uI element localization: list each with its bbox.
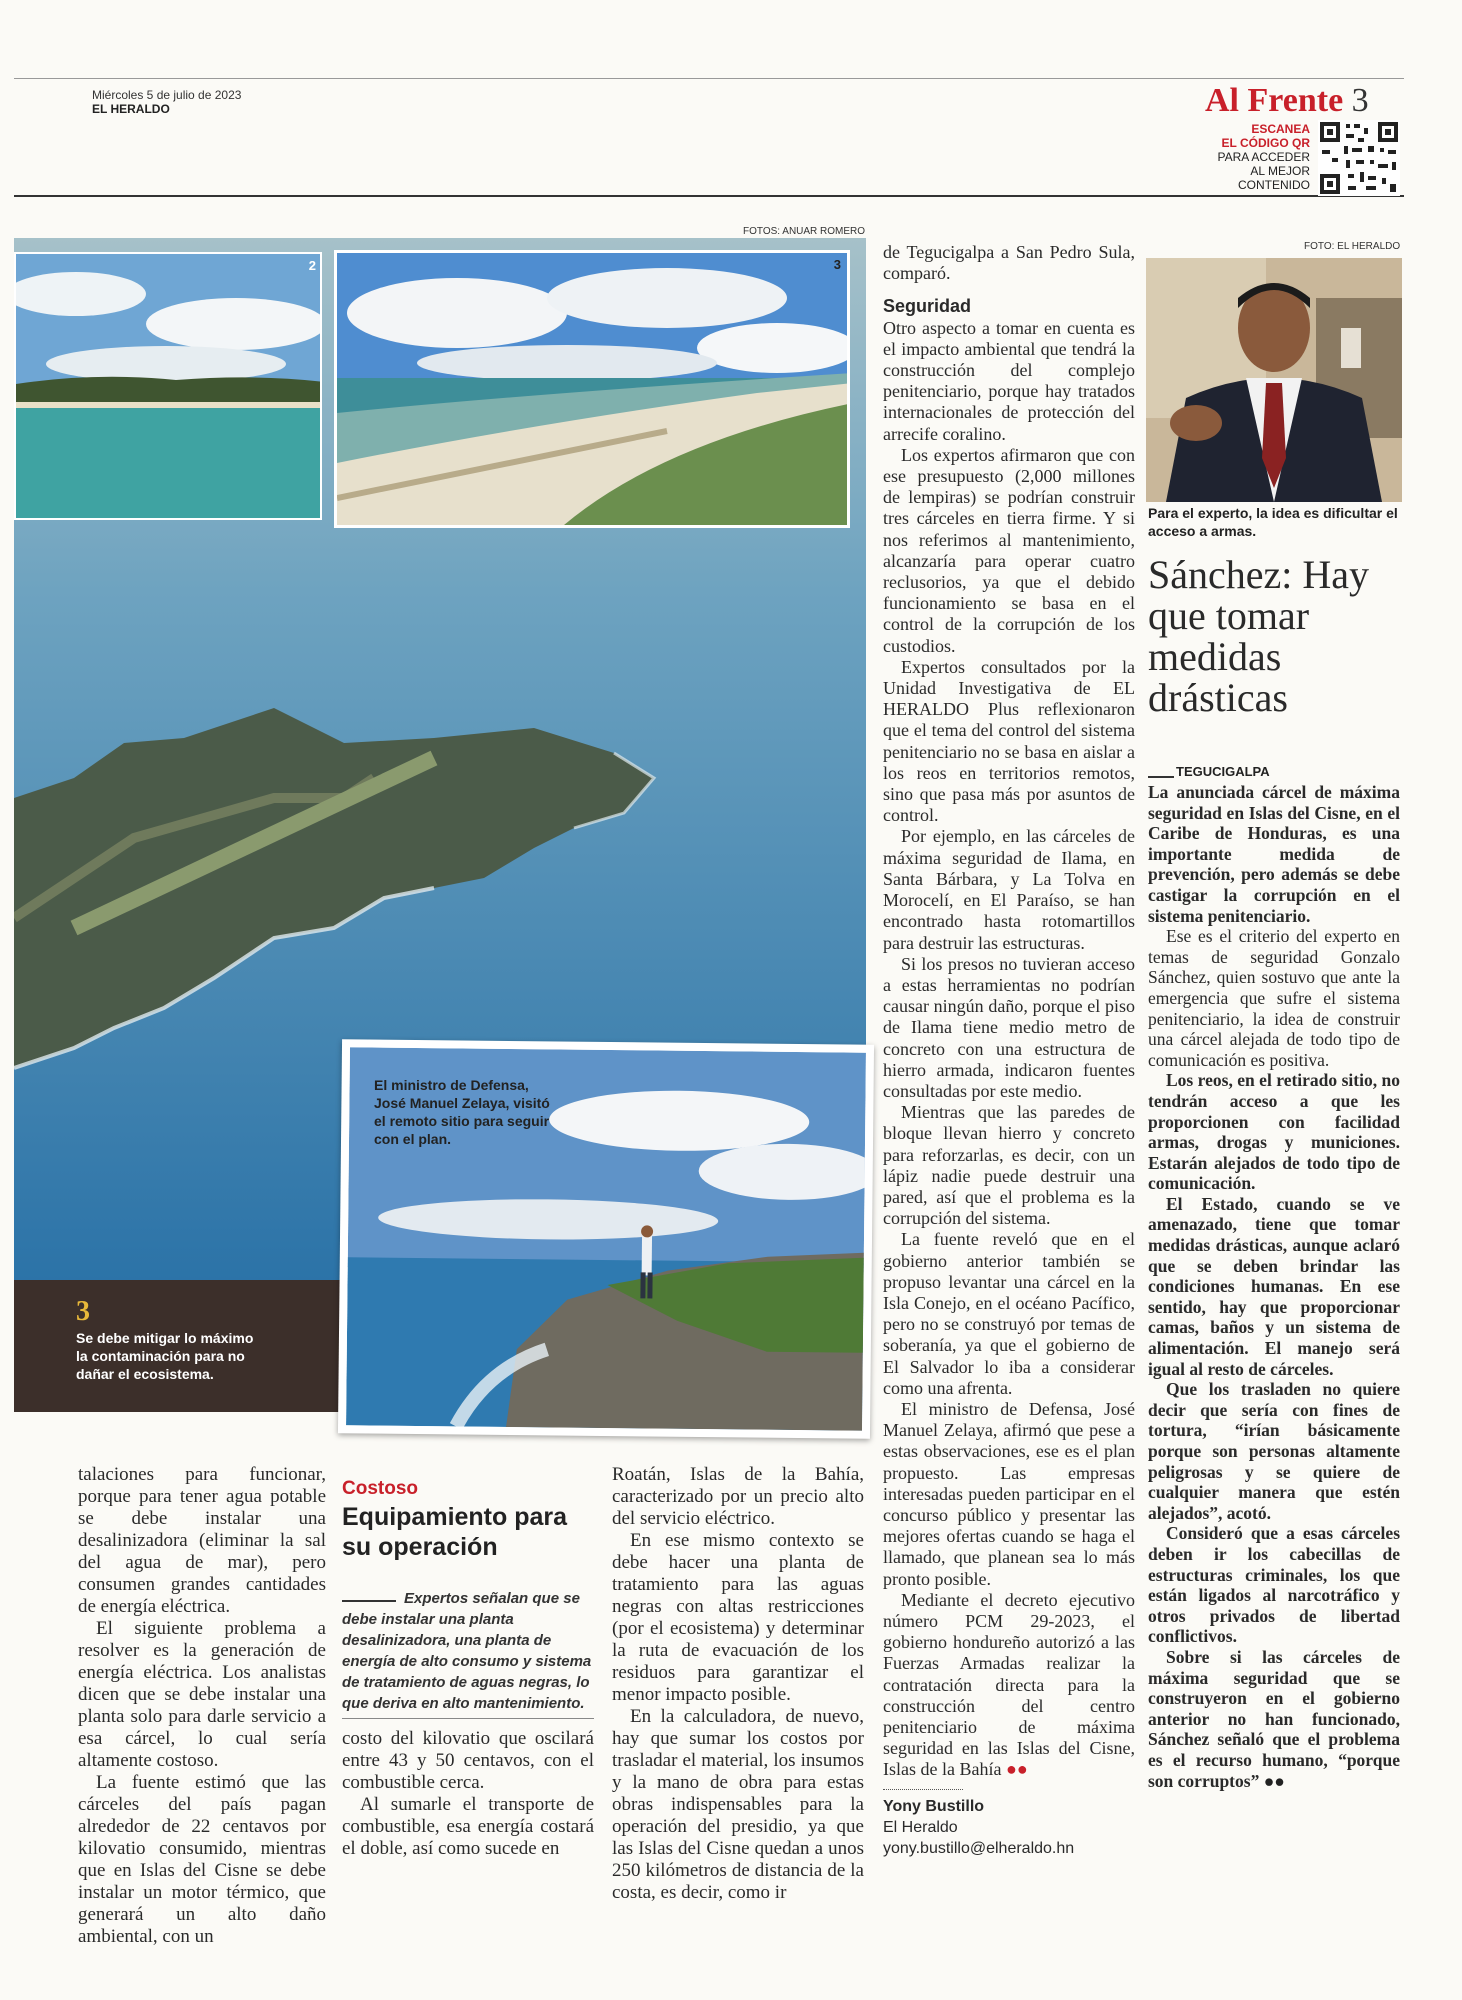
photo-credit-right: FOTO: EL HERALDO <box>1304 241 1401 252</box>
masthead-paper: EL HERALDO <box>92 102 170 116</box>
byline-outlet: El Heraldo <box>883 1818 958 1836</box>
col4-paragraph: Otro aspecto a tomar en cuenta es el impacto ambiental que tendrá la construcción del complejo penitenciario, porque hay tratados internacionales de protección del arrecife coralino. <box>883 317 1135 444</box>
beach-photo-3 <box>334 250 850 528</box>
main-article-col2 <box>342 1728 594 1860</box>
qr-line5: CONTENIDO <box>1238 178 1310 192</box>
side-paragraph: Los reos, en el retirado sitio, no tendrán acceso a que les proporcionen con facilidad armas, drogas y municiones. Estarán alejados de todo tipo de comunicación. <box>1148 1070 1400 1194</box>
qr-line1: ESCANEA <box>1251 122 1310 136</box>
col1-paragraph: El siguiente problema a resolver es la generación de energía eléctrica. Los analistas dicen que se debe instalar una planta solo para darle servicio a esa cárcel, lo cual sería altamente costoso. <box>78 1618 326 1771</box>
col4-paragraph: La fuente reveló que en el gobierno anterior también se propuso levantar una cárcel en la Isla Conejo, en el océano Pacífico, pero no se construyó por temas de soberanía, ya que el gobierno de El Salvador lo iba a considerar como una afrenta. <box>883 1229 1135 1398</box>
costoso-title: Equipamiento para su operación <box>342 1503 568 1561</box>
byline-dots <box>883 1789 963 1790</box>
page-number: 3 <box>1351 82 1369 119</box>
aerial-caption-number: 3 <box>76 1296 90 1327</box>
col4-paragraph: El ministro de Defensa, José Manuel Zelaya, afirmó que pese a estas observaciones, ese es el plan propuesto. Las empresas interesadas pueden participar en el concurso público y presentar las mejores ofertas cuando se haga el llamado, que planean sea lo más pronto posible. <box>883 1398 1135 1589</box>
side-article-body <box>1148 782 1400 1791</box>
photo-number-2: 2 <box>308 258 316 273</box>
side-paragraph: El Estado, cuando se ve amenazado, tiene que tomar medidas drásticas, aunque aclaró que se deben brindar las condiciones humanas. En ese sentido, hay que proporcionar camas, baños y un sistema de alimentación. El manejo será igual al resto de cárceles. <box>1148 1193 1400 1379</box>
side-paragraph: La anunciada cárcel de máxima seguridad en Islas del Cisne, en el Caribe de Honduras, es una importante medida de prevención, pero además se debe castigar la corrupción en el sistema penitenciario. <box>1148 782 1400 926</box>
col3-paragraph: En la calculadora, de nuevo, hay que sumar los costos por trasladar el material, los insumos y la mano de obra para estas obras indispensables para la operación del presidio, ya que las Islas del Cisne quedan a unos 250 kilómetros de distancia de la costa, es decir, como ir <box>612 1706 864 1903</box>
beach-photo-2 <box>14 252 322 520</box>
col4-paragraph <box>883 1590 1135 1781</box>
col1-paragraph: La fuente estimó que las cárceles del país pagan alrededor de 22 centavos por kilovatio consumido, mientras que en Islas del Cisne se debe instalar un motor térmico, que generará un alto daño ambiental, con un <box>78 1772 326 1947</box>
col2-paragraph: costo del kilovatio que oscilará entre 43 y 50 centavos, con el combustible cerca. <box>342 1728 594 1793</box>
col4-paragraph: Mientras que las paredes de bloque llevan hierro y concreto para reforzarlas, es decir, con un lápiz nadie puede destruir una pared, así que el problema es la corrupción del sistema. <box>883 1102 1135 1229</box>
photo-number-3: 3 <box>833 257 841 272</box>
aerial-caption: Se debe mitigar lo máximo la contaminación para no dañar el ecosistema. <box>76 1330 254 1382</box>
col4-paragraph: Los expertos afirmaron que con ese presupuesto (2,000 millones de lempiras) se podrían construir tres cárceles en tierra firme. Y si nos referimos al mantenimiento, alcanzaría para operar cuatro reclusorios, ya que el debido funcionamiento se basa en el control de la corrupción de los custodios. <box>883 444 1135 656</box>
byline-name: Yony Bustillo <box>883 1797 985 1815</box>
dateline-dash <box>1148 776 1174 778</box>
costoso-summary: Expertos señalan que se debe instalar una planta desalinizadora, una planta de energía de alto consumo y sistema de tratamiento de aguas negras, lo que deriva en alto mantenimiento. <box>342 1590 592 1712</box>
minister-caption: El ministro de Defensa, José Manuel Zelaya, visitó el remoto sitio para seguir con el plan. <box>374 1077 550 1147</box>
main-article-col1 <box>78 1464 326 1948</box>
seguridad-heading: Seguridad <box>883 296 972 317</box>
side-end-mark-icon: ●● <box>1263 1770 1285 1791</box>
expert-caption: Para el experto, la idea es dificultar el acceso a armas. <box>1148 505 1398 539</box>
side-article-dateline: TEGUCIGALPA <box>1176 764 1270 779</box>
col1-paragraph: talaciones para funcionar, porque para tener agua potable se debe instalar una desalinizadora (eliminar la sal del agua de mar), pero consumen grandes cantidades de energía eléctrica. <box>78 1464 326 1617</box>
photo-credit-left: FOTOS: ANUAR ROMERO <box>743 226 866 237</box>
top-rule <box>14 78 1404 79</box>
col4-paragraph: Por ejemplo, en las cárceles de máxima seguridad de Ilama, en Santa Bárbara, y La Tolva en Morocelí, en El Paraíso, se han encontrado hasta rotomartillos para destruir las estructuras. <box>883 826 1135 953</box>
col2-paragraph: Al sumarle el transporte de combustible, esa energía costará el doble, así como sucede en <box>342 1794 594 1859</box>
side-paragraph: Consideró que a esas cárceles deben ir los cabecillas de estructuras criminales, los que están ligados al narcotráfico y otros privados de libertad conflictivos. <box>1148 1523 1400 1647</box>
masthead-date: Miércoles 5 de julio de 2023 <box>92 88 242 102</box>
col3-paragraph: En ese mismo contexto se debe hacer una planta de tratamiento para las aguas negras con altas restricciones (por el ecosistema) y determinar la ruta de evacuación de los residuos para garantizar el menor impacto posible. <box>612 1530 864 1705</box>
qr-code-icon[interactable] <box>1318 120 1400 196</box>
header-rule <box>14 195 1404 197</box>
costoso-bottom-rule <box>342 1718 594 1719</box>
col4-paragraph: Si los presos no tuvieran acceso a estas herramientas no podrían causar ningún daño, porque el piso de Ilama tiene medio metro de concreto con una estructura de hierro armada, indicaron fuentes consultadas por este medio. <box>883 953 1135 1101</box>
side-last-text: Sobre si las cárceles de máxima seguridad que se construyeron en el gobierno anterior no han funcionado, Sánchez señaló que el problema es el recurso humano, “porque son corruptos” <box>1148 1646 1400 1791</box>
side-paragraph <box>1148 1647 1400 1791</box>
qr-line2: EL CÓDIGO QR <box>1221 136 1310 150</box>
section-name: Al Frente <box>1205 82 1344 119</box>
qr-line4: AL MEJOR <box>1250 164 1310 178</box>
col3-paragraph: Roatán, Islas de la Bahía, caracterizado por un precio alto del servicio eléctrico. <box>612 1464 864 1529</box>
side-paragraph: Que los trasladen no quiere decir que sería con fines de tortura, “irían básicamente porque son personas altamente peligrosas y se quiere de cualquier manera que estén alejados”, acotó. <box>1148 1379 1400 1523</box>
end-mark-icon: ●● <box>1005 1759 1028 1780</box>
col4-last-text: Mediante el decreto ejecutivo número PCM 29-2023, el gobierno hondureño autorizó a las Fuerzas Armadas realizar la contratación directa para la construcción del centro penitenciario de máxima seguridad en las Islas del Cisne, Islas de la Bahía <box>883 1589 1135 1780</box>
qr-prompt <box>1195 122 1310 192</box>
side-article-title: Sánchez: Hay que tomar medidas drásticas <box>1148 552 1370 720</box>
col4-paragraph: Expertos consultados por la Unidad Investigativa de EL HERALDO Plus reflexionaron que el tema del control del sistema penitenciario no se basa en aislar a los reos en territorios remotos, sino que pasa más por asuntos de control. <box>883 656 1135 826</box>
side-paragraph: Ese es el criterio del experto en temas de seguridad Gonzalo Sánchez, quien sostuvo que ante la emergencia que sufre el sistema penitenciario, la idea de construir una cárcel alejada de todo tipo de comunicación es positiva. <box>1148 926 1400 1070</box>
main-article-col4 <box>883 242 1135 1859</box>
costoso-kicker: Costoso <box>342 1478 418 1499</box>
section-title <box>1205 82 1369 120</box>
main-article-col3 <box>612 1464 864 1904</box>
col4-intro: de Tegucigalpa a San Pedro Sula, comparó. <box>883 242 1135 284</box>
expert-photo <box>1146 258 1402 502</box>
byline-email[interactable]: yony.bustillo@elheraldo.hn <box>883 1840 1075 1858</box>
qr-line3: PARA ACCEDER <box>1217 150 1310 164</box>
